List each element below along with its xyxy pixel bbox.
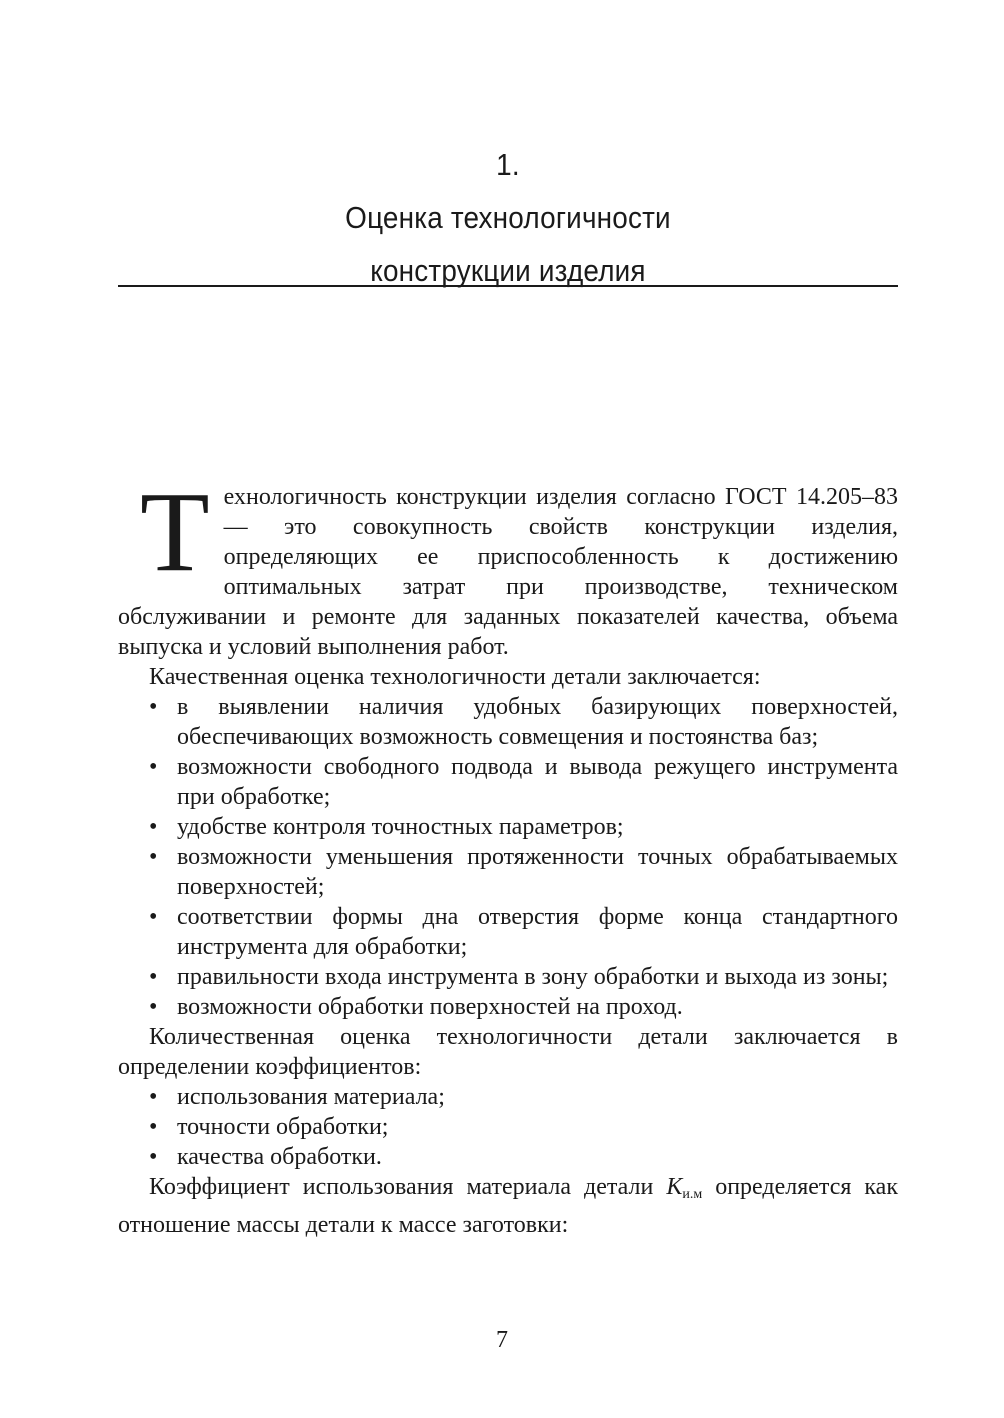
coefficient-subscript: и.м bbox=[682, 1187, 703, 1202]
list-item: • правильности входа инструмента в зону обработки и выхода из зоны; bbox=[177, 962, 898, 992]
coefficient-symbol: K bbox=[666, 1174, 683, 1200]
chapter-heading bbox=[157, 138, 859, 297]
drop-cap: Т bbox=[140, 468, 210, 595]
list-item: • качества обработки. bbox=[177, 1142, 898, 1172]
body-text bbox=[118, 468, 898, 1240]
quantitative-lead: Количественная оценка технологичности детали заключается в определении коэффициентов: bbox=[118, 1024, 898, 1080]
chapter-number: 1. bbox=[496, 147, 520, 182]
list-item: • возможности свободного подвода и вывода режущего инструмента при обработке; bbox=[177, 752, 898, 812]
chapter-title-line-2: конструкции изделия bbox=[370, 253, 646, 288]
coefficient-paragraph bbox=[118, 1172, 898, 1240]
list-item: • в выявлении наличия удобных базирующих поверхностей, обеспечивающих возможность совмещения и постоянства баз; bbox=[177, 692, 898, 752]
quantitative-list bbox=[118, 1082, 898, 1172]
list-item: • возможности уменьшения протяженности точных обрабатываемых поверхностей; bbox=[177, 842, 898, 902]
list-item: • удобстве контроля точностных параметров; bbox=[177, 812, 898, 842]
intro-paragraph bbox=[118, 468, 898, 662]
chapter-divider bbox=[118, 285, 898, 287]
list-item: • использования материала; bbox=[177, 1082, 898, 1112]
chapter-title-line-1: Оценка технологичности bbox=[345, 200, 671, 235]
list-item: • соответствии формы дна отверстия форме конца стандартного инструмента для обработки; bbox=[177, 902, 898, 962]
list-item: • возможности обработки поверхностей на проход. bbox=[177, 992, 898, 1022]
qualitative-list bbox=[118, 692, 898, 1022]
list-item: • точности обработки; bbox=[177, 1112, 898, 1142]
coefficient-text-before: Коэффициент использования материала детали bbox=[149, 1174, 667, 1200]
coefficient-text-after: определяется как отношение массы детали к массе заготовки: bbox=[118, 1174, 898, 1238]
intro-text: ехнологичность конструкции изделия согласно ГОСТ 14.205–83 — это совокупность свойств конструкции изделия, определяющих ее приспособленность к достижению оптимальных затрат при производстве, техническом обслуживании и ремонте для заданных показателей качества, объема выпуска и условий выполнения работ. bbox=[118, 484, 898, 660]
page-number: 7 bbox=[496, 1327, 508, 1353]
qualitative-lead: Качественная оценка технологичности детали заключается: bbox=[149, 664, 761, 690]
